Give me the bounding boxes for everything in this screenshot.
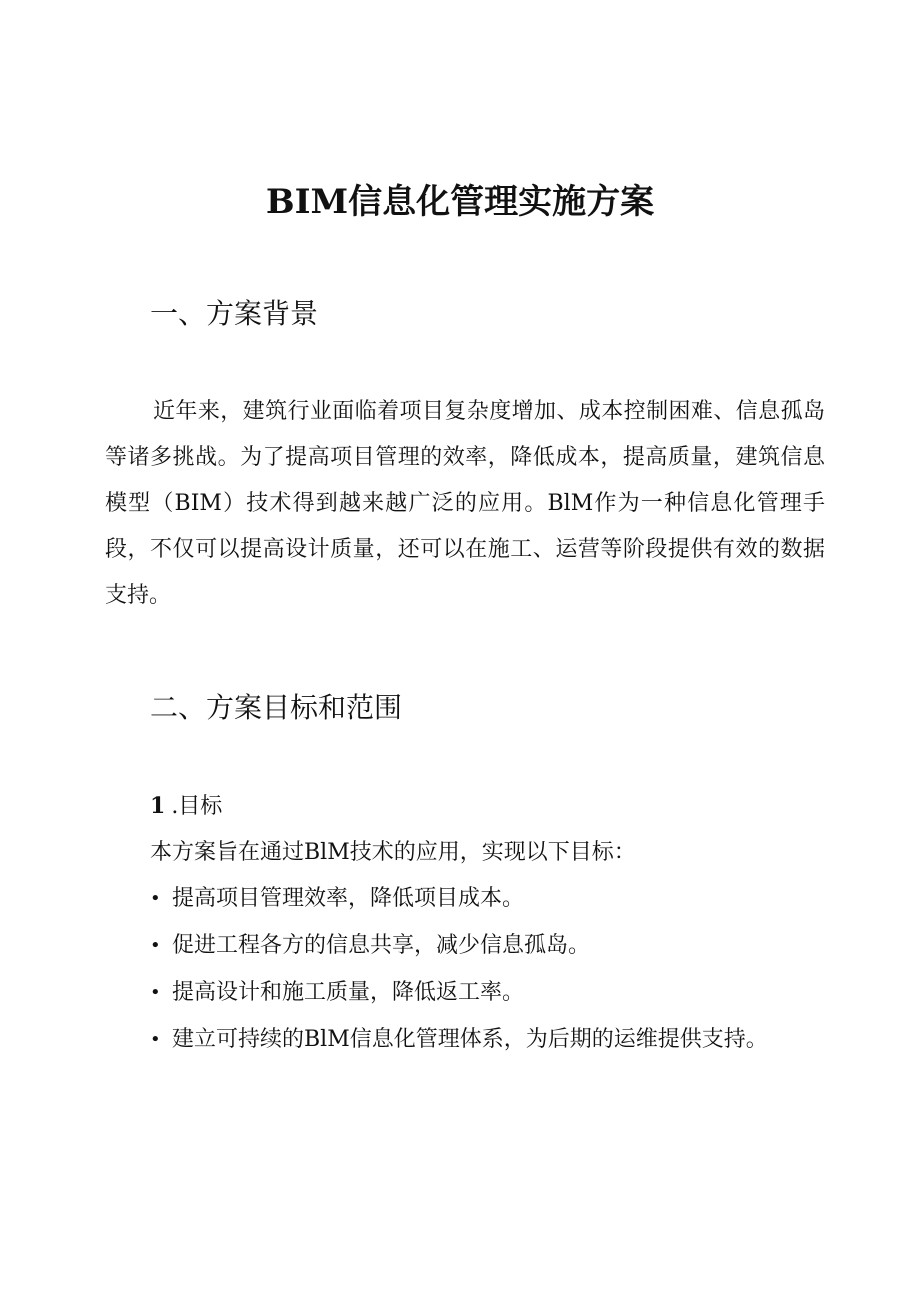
bullet-icon: • xyxy=(150,935,161,956)
subsection-number: 1 xyxy=(150,793,166,819)
subsection-label: .目标 xyxy=(171,794,223,819)
section-heading-goals-scope: 二、方案目标和范围 xyxy=(150,691,403,724)
goals-list xyxy=(150,884,768,1072)
bullet-icon: • xyxy=(150,982,161,1003)
bullet-icon: • xyxy=(150,1029,161,1050)
list-item xyxy=(150,1025,768,1072)
list-item xyxy=(150,978,768,1025)
list-item xyxy=(150,884,768,931)
bullet-icon: • xyxy=(150,888,161,909)
list-item-text: 提高设计和施工质量，降低返工率。 xyxy=(172,980,525,1005)
list-item-text: 建立可持续的BlM信息化管理体系，为后期的运维提供支持。 xyxy=(172,1027,768,1052)
section-heading-background: 一、方案背景 xyxy=(150,297,319,330)
list-item xyxy=(150,931,768,978)
list-item-text: 促进工程各方的信息共享，减少信息孤岛。 xyxy=(172,933,591,958)
background-paragraph: 近年来，建筑行业面临着项目复杂度增加、成本控制困难、信息孤岛等诸多挑战。为了提高项目管理的效率，降低成本，提高质量，建筑信息模型（BIM）技术得到越来越广泛的应用。BlM作为一种信息化管理手段，不仅可以提高设计质量，还可以在施工、运营等阶段提供有效的数据支持。 xyxy=(105,399,825,608)
subsection-heading-goals xyxy=(150,791,222,822)
list-item-text: 提高项目管理效率，降低项目成本。 xyxy=(172,886,525,911)
document-title: BIM信息化管理实施方案 xyxy=(265,182,655,222)
goals-intro: 本方案旨在通过BlM技术的应用，实现以下目标： xyxy=(150,840,636,865)
